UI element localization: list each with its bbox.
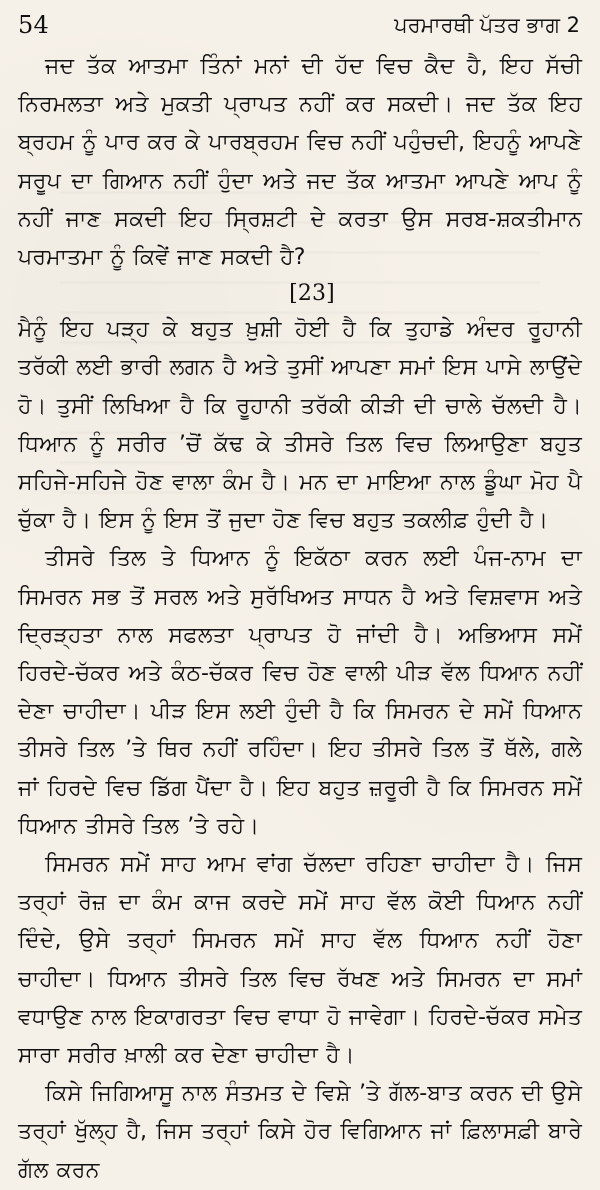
paragraph-3: ਤੀਸਰੇ ਤਿਲ ਤੇ ਧਿਆਨ ਨੂੰ ਇਕੱਠਾ ਕਰਨ ਲਈ ਪੰਜ-ਨਾਮ ਦਾ ਸਿਮਰਨ ਸਭ ਤੋਂ ਸਰਲ ਅਤੇ ਸੁਰੱਖਿਅਤ ਸਾਧਨ ਹੈ ਅਤੇ ਵਿਸ਼ਵਾਸ ਅਤੇ ਦ੍ਰਿੜ੍ਹਤਾ ਨਾਲ ਸਫਲਤਾ ਪ੍ਰਾਪਤ ਹੋ ਜਾਂਦੀ ਹੈ। ਅਭਿਆਸ ਸਮੇਂ ਹਿਰਦੇ-ਚੱਕਰ ਅਤੇ ਕੰਠ-ਚੱਕਰ ਵਿਚ ਹੋਣ ਵਾਲੀ ਪੀੜ ਵੱਲ ਧਿਆਨ ਨਹੀਂ ਦੇਣਾ ਚਾਹੀਦਾ। ਪੀੜ ਇਸ ਲਈ ਹੁੰਦੀ ਹੈ ਕਿ ਸਿਮਰਨ ਦੇ ਸਮੇਂ ਧਿਆਨ ਤੀਸਰੇ ਤਿਲ ’ਤੇ ਥਿਰ ਨਹੀਂ ਰਹਿੰਦਾ। ਇਹ ਤੀਸਰੇ ਤਿਲ ਤੋਂ ਥੱਲੇ, ਗਲੇ ਜਾਂ ਹਿਰਦੇ ਵਿਚ ਡਿੱਗ ਪੈਂਦਾ ਹੈ। ਇਹ ਬਹੁਤ ਜ਼ਰੂਰੀ ਹੈ ਕਿ ਸਿਮਰਨ ਸਮੇਂ ਧਿਆਨ ਤੀਸਰੇ ਤਿਲ ’ਤੇ ਰਹੇ।	[18, 546, 582, 839]
page-header	[18, 0, 582, 48]
paragraph-4: ਸਿਮਰਨ ਸਮੇਂ ਸਾਹ ਆਮ ਵਾਂਗ ਚੱਲਦਾ ਰਹਿਣਾ ਚਾਹੀਦਾ ਹੈ। ਜਿਸ ਤਰ੍ਹਾਂ ਰੋਜ਼ ਦਾ ਕੰਮ ਕਾਜ ਕਰਦੇ ਸਮੇਂ ਸਾਹ ਵੱਲ ਕੋਈ ਧਿਆਨ ਨਹੀਂ ਦਿੰਦੇ, ਉਸੇ ਤਰ੍ਹਾਂ ਸਿਮਰਨ ਸਮੇਂ ਸਾਹ ਵੱਲ ਧਿਆਨ ਨਹੀਂ ਹੋਣਾ ਚਾਹੀਦਾ। ਧਿਆਨ ਤੀਸਰੇ ਤਿਲ ਵਿਚ ਰੱਖਣ ਅਤੇ ਸਿਮਰਨ ਦਾ ਸਮਾਂ ਵਧਾਉਣ ਨਾਲ ਇਕਾਗਰਤਾ ਵਿਚ ਵਾਧਾ ਹੋ ਜਾਵੇਗਾ। ਹਿਰਦੇ-ਚੱਕਰ ਸਮੇਤ ਸਾਰਾ ਸਰੀਰ ਖ਼ਾਲੀ ਕਰ ਦੇਣਾ ਚਾਹੀਦਾ ਹੈ।	[18, 852, 582, 1069]
running-title: ਪਰਮਾਰਥੀ ਪੱਤਰ ਭਾਗ 2	[394, 13, 580, 37]
page-content	[18, 48, 582, 1190]
paragraph-2: ਮੈਨੂੰ ਇਹ ਪੜ੍ਹ ਕੇ ਬਹੁਤ ਖ਼ੁਸ਼ੀ ਹੋਈ ਹੈ ਕਿ ਤੁਹਾਡੇ ਅੰਦਰ ਰੂਹਾਨੀ ਤਰੱਕੀ ਲਈ ਭਾਰੀ ਲਗਨ ਹੈ ਅਤੇ ਤੁਸੀਂ ਆਪਣਾ ਸਮਾਂ ਇਸ ਪਾਸੇ ਲਾਉਂਦੇ ਹੋ। ਤੁਸੀਂ ਲਿਖਿਆ ਹੈ ਕਿ ਰੂਹਾਨੀ ਤਰੱਕੀ ਕੀੜੀ ਦੀ ਚਾਲੇ ਚੱਲਦੀ ਹੈ। ਧਿਆਨ ਨੂੰ ਸਰੀਰ ’ਚੋਂ ਕੱਢ ਕੇ ਤੀਸਰੇ ਤਿਲ ਵਿਚ ਲਿਆਉਣਾ ਬਹੁਤ ਸਹਿਜੇ-ਸਹਿਜੇ ਹੋਣ ਵਾਲਾ ਕੰਮ ਹੈ। ਮਨ ਦਾ ਮਾਇਆ ਨਾਲ ਡੂੰਘਾ ਮੋਹ ਪੈ ਚੁੱਕਾ ਹੈ। ਇਸ ਨੂੰ ਇਸ ਤੋਂ ਜੁਦਾ ਹੋਣ ਵਿਚ ਬਹੁਤ ਤਕਲੀਫ਼ ਹੁੰਦੀ ਹੈ।	[18, 317, 582, 534]
section-number: [23]	[289, 281, 335, 307]
paragraph-1: ਜਦ ਤੱਕ ਆਤਮਾ ਤਿੰਨਾਂ ਮਨਾਂ ਦੀ ਹੱਦ ਵਿਚ ਕੈਦ ਹੈ, ਇਹ ਸੱਚੀ ਨਿਰਮਲਤਾ ਅਤੇ ਮੁਕਤੀ ਪ੍ਰਾਪਤ ਨਹੀਂ ਕਰ ਸਕਦੀ। ਜਦ ਤੱਕ ਇਹ ਬ੍ਰਹਮ ਨੂੰ ਪਾਰ ਕਰ ਕੇ ਪਾਰਬ੍ਰਹਮ ਵਿਚ ਨਹੀਂ ਪਹੁੰਚਦੀ, ਇਹਨੂੰ ਆਪਣੇ ਸਰੂਪ ਦਾ ਗਿਆਨ ਨਹੀਂ ਹੁੰਦਾ ਅਤੇ ਜਦ ਤੱਕ ਆਤਮਾ ਆਪਣੇ ਆਪ ਨੂੰ ਨਹੀਂ ਜਾਣ ਸਕਦੀ ਇਹ ਸ੍ਰਿਸ਼ਟੀ ਦੇ ਕਰਤਾ ਉਸ ਸਰਬ-ਸ਼ਕਤੀਮਾਨ ਪਰਮਾਤਮਾ ਨੂੰ ਕਿਵੇਂ ਜਾਣ ਸਕਦੀ ਹੈ?	[18, 54, 582, 271]
paragraph-5: ਕਿਸੇ ਜਿਗਿਆਸੂ ਨਾਲ ਸੰਤਮਤ ਦੇ ਵਿਸ਼ੇ ’ਤੇ ਗੱਲ-ਬਾਤ ਕਰਨ ਦੀ ਉਸੇ ਤਰ੍ਹਾਂ ਖੁੱਲ੍ਹ ਹੈ, ਜਿਸ ਤਰ੍ਹਾਂ ਕਿਸੇ ਹੋਰ ਵਿਗਿਆਨ ਜਾਂ ਫ਼ਿਲਾਸਫ਼ੀ ਬਾਰੇ ਗੱਲ ਕਰਨ	[18, 1081, 582, 1183]
page-number: 54	[18, 11, 49, 39]
